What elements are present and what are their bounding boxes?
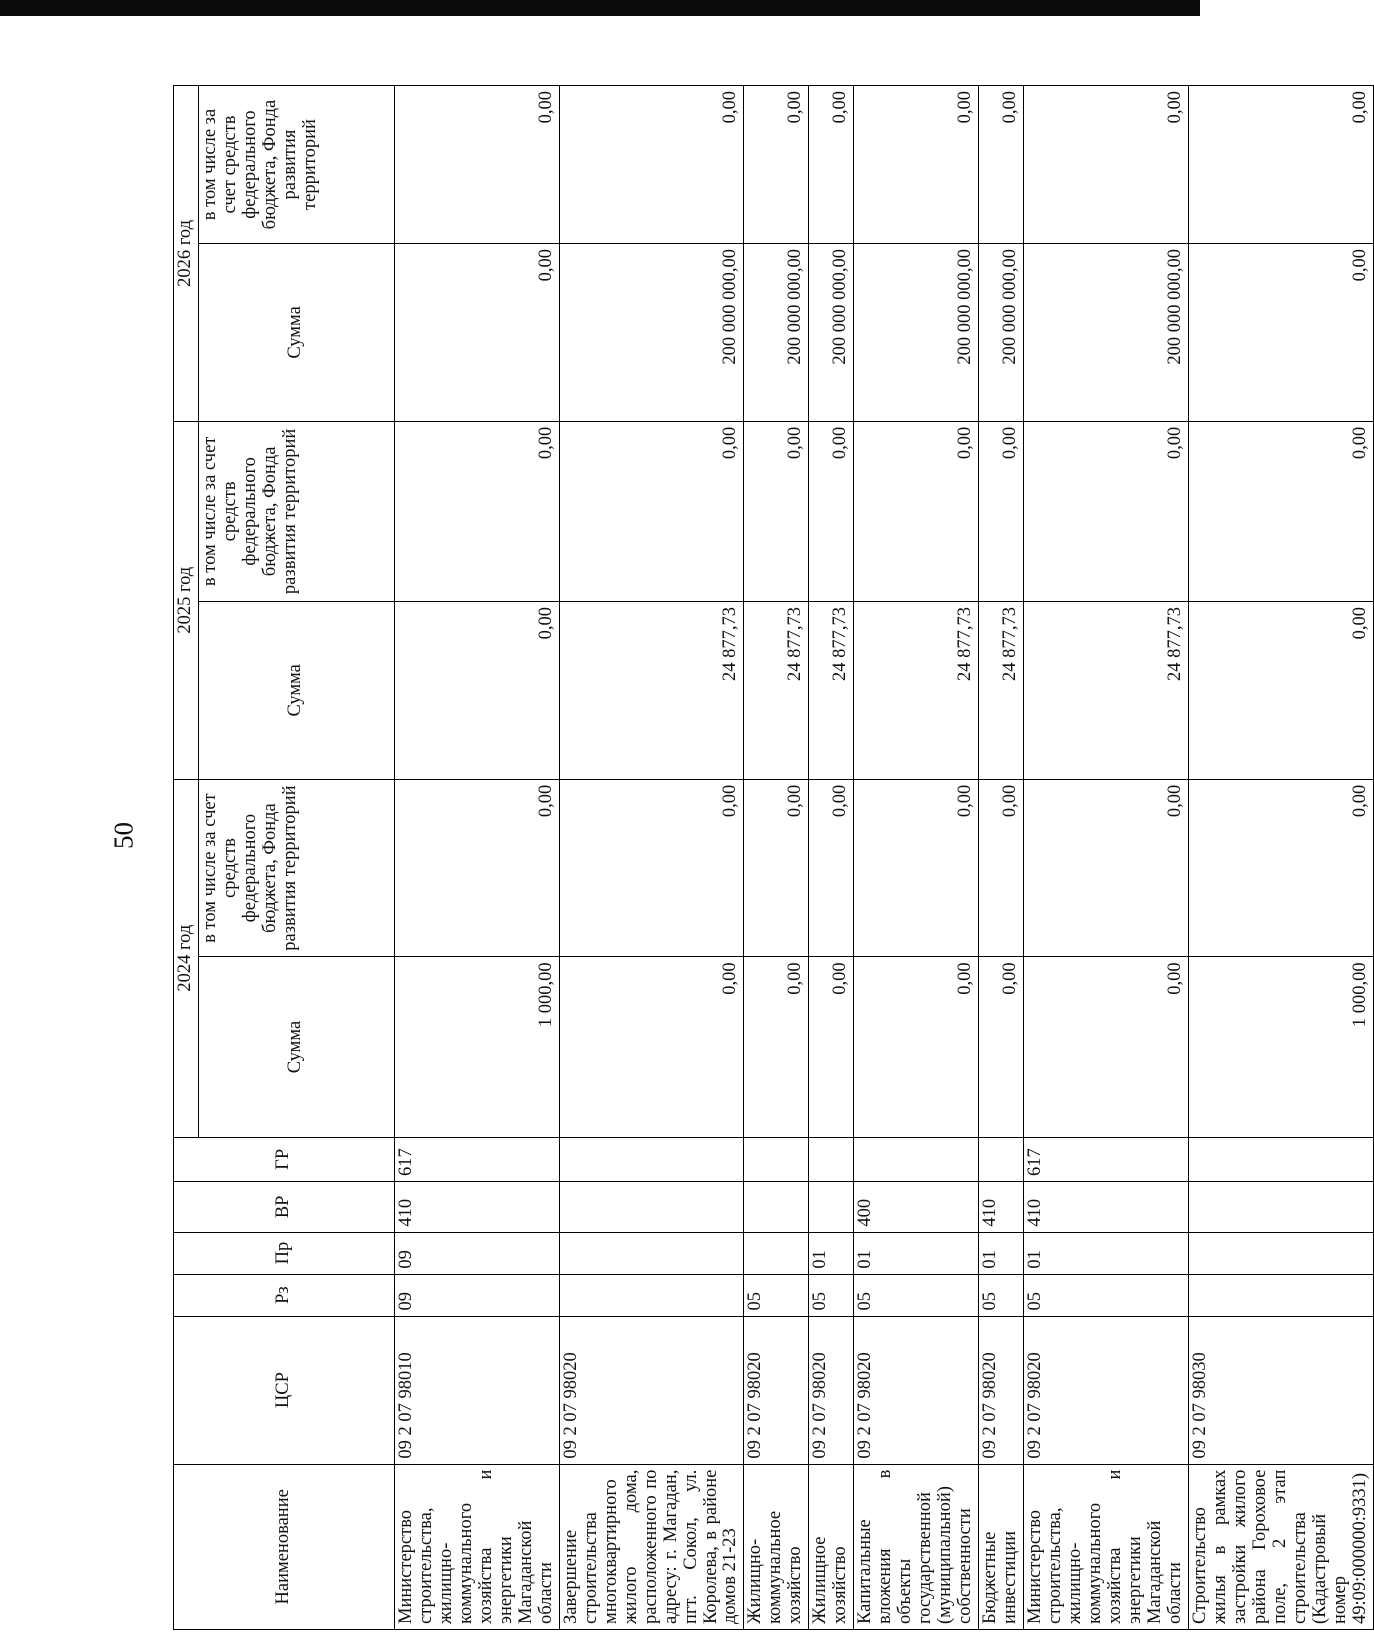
header-year-2024: 2024 год: [174, 779, 199, 1137]
cell-sum-2026: 200 000 000,00: [809, 244, 854, 422]
cell-gr: 617: [394, 1137, 559, 1181]
cell-incl-2026: 0,00: [979, 86, 1024, 244]
table-body: [394, 86, 1373, 1630]
cell-sum-2024: 0,00: [744, 957, 809, 1137]
cell-csr: 09 2 07 98020: [559, 1316, 744, 1464]
cell-sum-2024: 1 000,00: [1188, 957, 1373, 1137]
cell-csr: 09 2 07 98010: [394, 1316, 559, 1464]
cell-name: Бюджетные инвестиции: [979, 1464, 1024, 1629]
cell-name: Жилищно-коммунальное хозяйство: [744, 1464, 809, 1629]
header-incl-2026: в том числе за счет средств федерального бюджета, Фонда развития территорий: [198, 86, 394, 244]
cell-sum-2024: 1 000,00: [394, 957, 559, 1137]
cell-gr: [744, 1137, 809, 1181]
cell-incl-2026: 0,00: [744, 86, 809, 244]
cell-incl-2024: 0,00: [809, 779, 854, 957]
cell-vr: [559, 1182, 744, 1233]
cell-incl-2025: 0,00: [1024, 421, 1189, 601]
cell-sum-2024: 0,00: [809, 957, 854, 1137]
cell-incl-2026: 0,00: [1188, 86, 1373, 244]
cell-sum-2026: 200 000 000,00: [1024, 244, 1189, 422]
header-gr: ГР: [174, 1137, 395, 1181]
cell-incl-2024: 0,00: [854, 779, 979, 957]
cell-sum-2025: 24 877,73: [744, 601, 809, 779]
table-row: [744, 86, 809, 1630]
cell-csr: 09 2 07 98020: [854, 1316, 979, 1464]
cell-incl-2024: 0,00: [394, 779, 559, 957]
cell-name: Строительство жилья в рамках застройки жилого района Гороховое поле, 2 этап строительства (Кадастровый номер 49:09:000000:9331): [1188, 1464, 1373, 1629]
header-year-2026: 2026 год: [174, 86, 199, 422]
cell-name: Жилищное хозяйство: [809, 1464, 854, 1629]
table-row: [979, 86, 1024, 1630]
cell-name: Капитальные вложения в объекты государственной (муниципальной) собственности: [854, 1464, 979, 1629]
table-row: [1024, 86, 1189, 1630]
cell-sum-2025: 0,00: [1188, 601, 1373, 779]
cell-rz: [1188, 1274, 1373, 1316]
cell-gr: 617: [1024, 1137, 1189, 1181]
table-row: [394, 86, 559, 1630]
page-number: 50: [108, 822, 139, 849]
header-csr: ЦСР: [174, 1316, 395, 1464]
cell-incl-2024: 0,00: [744, 779, 809, 957]
cell-rz: 05: [854, 1274, 979, 1316]
cell-rz: 05: [979, 1274, 1024, 1316]
header-year-2025: 2025 год: [174, 421, 199, 779]
cell-sum-2026: 200 000 000,00: [559, 244, 744, 422]
cell-sum-2024: 0,00: [854, 957, 979, 1137]
cell-gr: [854, 1137, 979, 1181]
header-sum-2024: Сумма: [198, 957, 394, 1137]
cell-incl-2025: 0,00: [809, 421, 854, 601]
cell-rz: 05: [1024, 1274, 1189, 1316]
cell-incl-2025: 0,00: [744, 421, 809, 601]
table-row: [1188, 86, 1373, 1630]
cell-csr: 09 2 07 98020: [1024, 1316, 1189, 1464]
table-row: [854, 86, 979, 1630]
header-incl-2025: в том числе за счет средств федерального бюджета, Фонда развития территорий: [198, 421, 394, 601]
cell-incl-2026: 0,00: [394, 86, 559, 244]
cell-gr: [559, 1137, 744, 1181]
cell-vr: 410: [394, 1182, 559, 1233]
cell-csr: 09 2 07 98030: [1188, 1316, 1373, 1464]
cell-pr: 01: [1024, 1232, 1189, 1274]
cell-incl-2024: 0,00: [559, 779, 744, 957]
cell-sum-2025: 24 877,73: [854, 601, 979, 779]
cell-pr: 01: [854, 1232, 979, 1274]
cell-pr: 01: [809, 1232, 854, 1274]
cell-sum-2025: 24 877,73: [559, 601, 744, 779]
cell-incl-2024: 0,00: [979, 779, 1024, 957]
cell-csr: 09 2 07 98020: [744, 1316, 809, 1464]
cell-sum-2026: 200 000 000,00: [979, 244, 1024, 422]
cell-incl-2025: 0,00: [559, 421, 744, 601]
budget-table: [173, 85, 1374, 1630]
cell-incl-2024: 0,00: [1024, 779, 1189, 957]
cell-incl-2026: 0,00: [1024, 86, 1189, 244]
cell-sum-2025: 24 877,73: [979, 601, 1024, 779]
cell-sum-2026: 0,00: [394, 244, 559, 422]
cell-incl-2025: 0,00: [394, 421, 559, 601]
cell-csr: 09 2 07 98020: [809, 1316, 854, 1464]
cell-sum-2025: 24 877,73: [1024, 601, 1189, 779]
cell-vr: [1188, 1182, 1373, 1233]
scan-top-edge: [0, 0, 1200, 16]
cell-sum-2026: 200 000 000,00: [744, 244, 809, 422]
cell-sum-2024: 0,00: [1024, 957, 1189, 1137]
cell-rz: 05: [809, 1274, 854, 1316]
cell-pr: [559, 1232, 744, 1274]
cell-incl-2025: 0,00: [854, 421, 979, 601]
cell-incl-2025: 0,00: [979, 421, 1024, 601]
rotated-table-container: [173, 85, 1370, 1630]
header-sum-2025: Сумма: [198, 601, 394, 779]
cell-pr: [744, 1232, 809, 1274]
cell-sum-2025: 24 877,73: [809, 601, 854, 779]
cell-vr: [744, 1182, 809, 1233]
header-rz: Рз: [174, 1274, 395, 1316]
header-pr: Пр: [174, 1232, 395, 1274]
cell-name: Министерство строительства, жилищно-коммунального хозяйства и энергетики Магаданской области: [394, 1464, 559, 1629]
cell-incl-2025: 0,00: [1188, 421, 1373, 601]
header-vr: ВР: [174, 1182, 395, 1233]
cell-gr: [979, 1137, 1024, 1181]
cell-incl-2026: 0,00: [809, 86, 854, 244]
cell-sum-2024: 0,00: [979, 957, 1024, 1137]
cell-sum-2026: 200 000 000,00: [854, 244, 979, 422]
cell-incl-2026: 0,00: [559, 86, 744, 244]
cell-sum-2026: 0,00: [1188, 244, 1373, 422]
table-row: [559, 86, 744, 1630]
cell-gr: [809, 1137, 854, 1181]
cell-sum-2024: 0,00: [559, 957, 744, 1137]
cell-pr: 09: [394, 1232, 559, 1274]
cell-name: Министерство строительства, жилищно-коммунального хозяйства и энергетики Магаданской области: [1024, 1464, 1189, 1629]
cell-sum-2025: 0,00: [394, 601, 559, 779]
cell-gr: [1188, 1137, 1373, 1181]
cell-rz: 05: [744, 1274, 809, 1316]
cell-rz: [559, 1274, 744, 1316]
table-row: [809, 86, 854, 1630]
header-incl-2024: в том числе за счет средств федерального бюджета, Фонда развития территорий: [198, 779, 394, 957]
cell-incl-2026: 0,00: [854, 86, 979, 244]
cell-rz: 09: [394, 1274, 559, 1316]
cell-vr: [809, 1182, 854, 1233]
cell-name: Завершение строительства многоквартирного жилого дома, расположенного по адресу: г. Магадан, пгт. Сокол, ул. Королева, в районе домов 21-23: [559, 1464, 744, 1629]
cell-vr: 400: [854, 1182, 979, 1233]
cell-incl-2024: 0,00: [1188, 779, 1373, 957]
header-name: Наименование: [174, 1464, 395, 1629]
cell-vr: 410: [979, 1182, 1024, 1233]
cell-vr: 410: [1024, 1182, 1189, 1233]
cell-pr: 01: [979, 1232, 1024, 1274]
header-sum-2026: Сумма: [198, 244, 394, 422]
cell-pr: [1188, 1232, 1373, 1274]
cell-csr: 09 2 07 98020: [979, 1316, 1024, 1464]
